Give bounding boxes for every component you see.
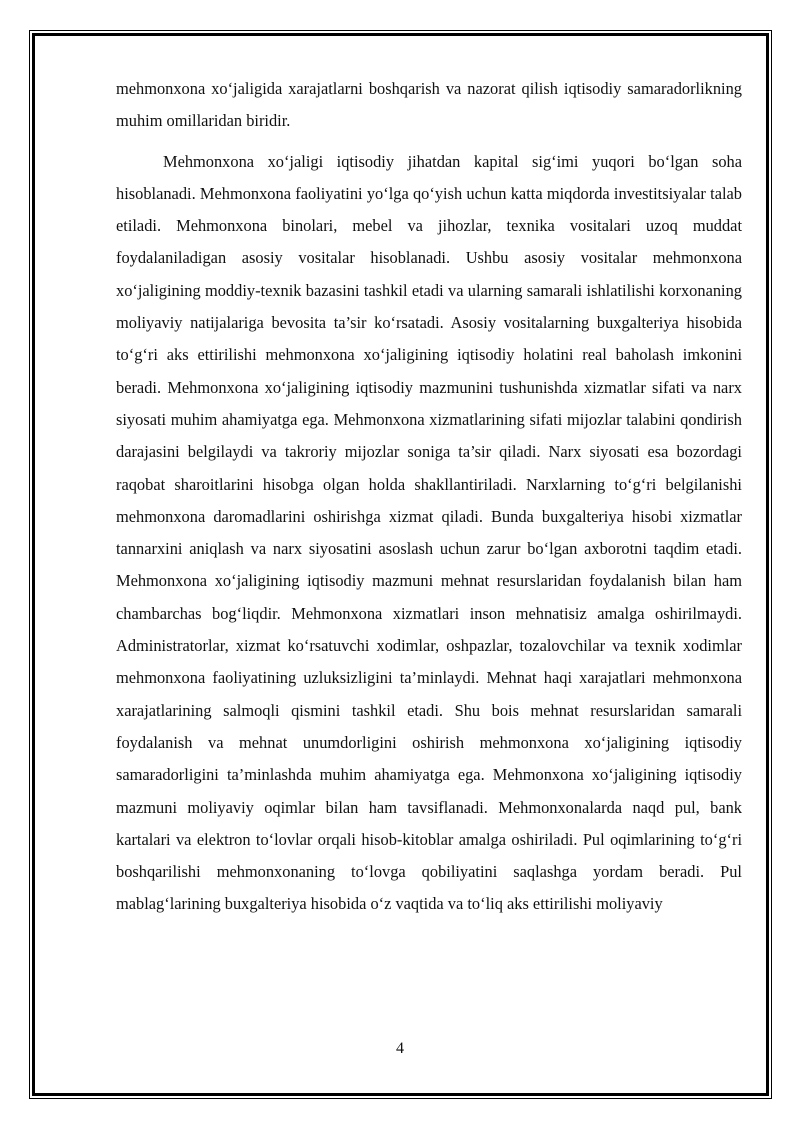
document-body <box>116 73 742 921</box>
paragraph-continuation: mehmonxona xo‘jaligida xarajatlarni boshqarish va nazorat qilish iqtisodiy samaradorlikning muhim omillaridan biridir. <box>116 79 742 131</box>
page-number: 4 <box>396 1040 404 1057</box>
paragraph-main: Mehmonxona xo‘jaligi iqtisodiy jihatdan kapital sig‘imi yuqori bo‘lgan soha hisoblanadi. Mehmonxona faoliyatini yo‘lga qo‘yish uchun katta miqdorda investitsiyalar talab etiladi. Mehmonxona binolari, mebel va jihozlar, texnika vositalari uzoq muddat foydalaniladigan asosiy vositalar hisoblanadi. Ushbu asosiy vositalar mehmonxona xo‘jaligining moddiy-texnik bazasini tashkil etadi va ularning samarali ishlatilishi korxonaning moliyaviy natijalariga bevosita ta’sir ko‘rsatadi. Asosiy vositalarning buxgalteriya hisobida to‘g‘ri aks ettirilishi mehmonxona xo‘jaligining iqtisodiy holatini real baholash imkonini beradi. Mehmonxona xo‘jaligining iqtisodiy mazmunini tushunishda xizmatlar sifati va narx siyosati muhim ahamiyatga ega. Mehmonxona xizmatlarining sifati mijozlar talabini qondirish darajasini belgilaydi va takroriy mijozlar soniga ta’sir qiladi. Narx siyosati esa bozordagi raqobat sharoitlarini hisobga olgan holda shakllantiriladi. Narxlarning to‘g‘ri belgilanishi mehmonxona daromadlarini oshirishga xizmat qiladi. Bunda buxgalteriya hisobi xizmatlar tannarxini aniqlash va narx siyosatini asoslash uchun zarur bo‘lgan axborotni taqdim etadi. Mehmonxona xo‘jaligining iqtisodiy mazmuni mehnat resurslaridan foydalanish bilan ham chambarchas bog‘liqdir. Mehmonxona xizmatlari inson mehnatisiz amalga oshirilmaydi. Administratorlar, xizmat ko‘rsatuvchi xodimlar, oshpazlar, tozalovchilar va texnik xodimlar mehmonxona faoliyatining uzluksizligini ta’minlaydi. Mehnat haqi xarajatlari mehmonxona xarajatlarining salmoqli qismini tashkil etadi. Shu bois mehnat resurslaridan samarali foydalanish va mehnat unumdorligini oshirish mehmonxona xo‘jaligining iqtisodiy samaradorligini ta’minlashda muhim ahamiyatga ega. Mehmonxona xo‘jaligining iqtisodiy mazmuni moliyaviy oqimlar bilan ham tavsiflanadi. Mehmonxonalarda naqd pul, bank kartalari va elektron to‘lovlar orqali hisob-kitoblar amalga oshiriladi. Pul oqimlarining to‘g‘ri boshqarilishi mehmonxonaning to‘lovga qobiliyatini saqlashga yordam beradi. Pul mablag‘larining buxgalteriya hisobida o‘z vaqtida va to‘liq aks ettirilishi moliyaviy <box>116 151 742 914</box>
